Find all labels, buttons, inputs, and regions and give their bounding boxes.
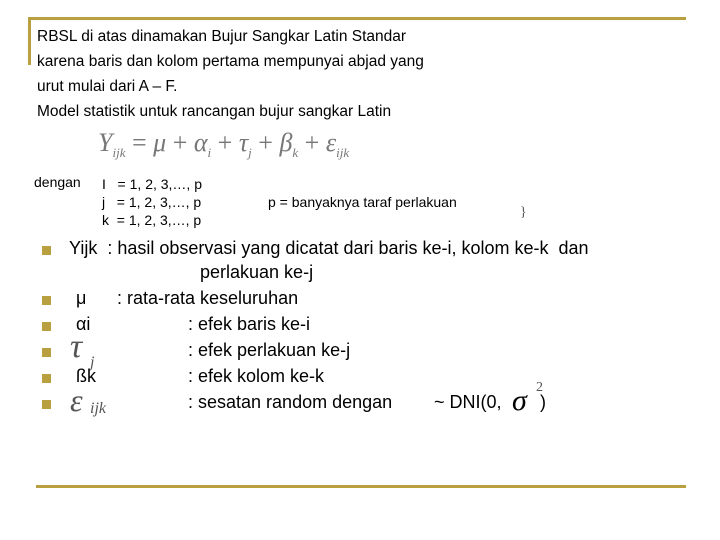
item-epsilon-desc: : sesatan random dengan bbox=[188, 392, 393, 412]
item-mu-desc: : rata-rata keseluruhan bbox=[117, 288, 299, 308]
formula-plus-2: + bbox=[211, 128, 239, 157]
intro-line-2: karena baris dan kolom pertama mempunyai abjad yang bbox=[37, 53, 424, 70]
formula-epsilon: ε bbox=[325, 128, 337, 157]
bottom-rule bbox=[36, 485, 686, 488]
item-tau-symbol: τ bbox=[70, 328, 83, 365]
bullet-5 bbox=[42, 374, 51, 383]
formula-epsilon-sub: ijk bbox=[336, 145, 350, 160]
intro-line-3: urut mulai dari A – F. bbox=[37, 78, 178, 95]
model-formula bbox=[98, 128, 349, 161]
item-epsilon-sub: ijk bbox=[90, 400, 106, 417]
item-beta-symbol: ßk bbox=[76, 366, 96, 386]
index-i-line: I = 1, 2, 3,…, p bbox=[102, 176, 202, 192]
index-k-line: k = 1, 2, 3,…, p bbox=[102, 212, 202, 228]
formula-beta: β bbox=[279, 128, 293, 157]
sigma-symbol: σ bbox=[512, 384, 527, 417]
left-rule bbox=[28, 17, 31, 65]
item-yijk: Yijk : hasil observasi yang dicatat dari baris ke-i, kolom ke-k dan bbox=[69, 238, 589, 258]
item-beta-desc: : efek kolom ke-k bbox=[188, 366, 325, 386]
bullet-1 bbox=[42, 246, 51, 255]
bullet-6 bbox=[42, 400, 51, 409]
bullet-2 bbox=[42, 296, 51, 305]
formula-plus-4: + bbox=[298, 128, 326, 157]
formula-eq: = bbox=[125, 128, 154, 157]
item-tau-desc: : efek perlakuan ke-j bbox=[188, 340, 351, 360]
formula-mu: μ bbox=[153, 128, 167, 157]
p-note: p = banyaknya taraf perlakuan bbox=[268, 194, 457, 210]
distribution-close: ) bbox=[540, 392, 546, 412]
item-mu-symbol: μ bbox=[76, 288, 87, 308]
formula-alpha-sub: i bbox=[207, 145, 212, 160]
item-epsilon-symbol: ε bbox=[70, 382, 83, 418]
brace-glyph: } bbox=[520, 205, 527, 220]
sigma-superscript: 2 bbox=[536, 380, 543, 395]
formula-beta-sub: k bbox=[292, 145, 299, 160]
formula-y-sub: ijk bbox=[112, 145, 126, 160]
distribution-open: ~ DNI(0, bbox=[434, 392, 502, 412]
bullet-3 bbox=[42, 322, 51, 331]
top-rule bbox=[28, 17, 686, 20]
formula-y: Y bbox=[98, 128, 113, 157]
intro-line-4: Model statistik untuk rancangan bujur sangkar Latin bbox=[37, 103, 392, 120]
item-tau-sub: j bbox=[90, 354, 95, 371]
formula-plus-3: + bbox=[251, 128, 280, 157]
formula-tau: τ bbox=[238, 128, 249, 157]
formula-alpha: α bbox=[193, 128, 208, 157]
index-j-line: j = 1, 2, 3,…, p bbox=[102, 194, 202, 210]
item-alpha-symbol: αi bbox=[76, 314, 91, 334]
item-alpha-desc: : efek baris ke-i bbox=[188, 314, 311, 334]
dengan-label: dengan bbox=[34, 174, 81, 190]
item-yijk-continuation: perlakuan ke-j bbox=[200, 262, 314, 282]
formula-plus-1: + bbox=[166, 128, 194, 157]
bullet-4 bbox=[42, 348, 51, 357]
formula-tau-sub: j bbox=[248, 145, 252, 160]
intro-line-1: RBSL di atas dinamakan Bujur Sangkar Latin Standar bbox=[37, 28, 407, 45]
